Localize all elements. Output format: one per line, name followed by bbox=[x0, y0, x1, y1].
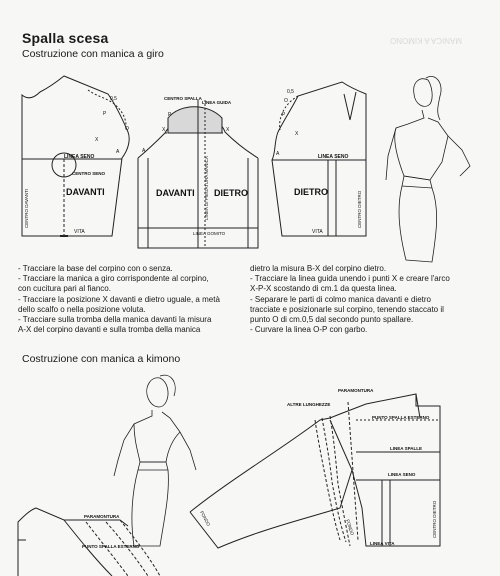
fig1-label-centro-davanti: CENTRO DAVANTI bbox=[24, 188, 29, 228]
instruction-line: dietro la misura B-X del corpino dietro. bbox=[250, 264, 387, 273]
fig5-label-paramontura: PARAMONTURA bbox=[84, 514, 120, 519]
fig1-label-linea-seno: LINEA SENO bbox=[64, 154, 95, 160]
instruction-line: - Tracciare la linea guida unendo i punti X e creare l'arco bbox=[250, 274, 450, 284]
section-subtitle-giro: Costruzione con manica a giro bbox=[22, 48, 164, 60]
instruction-line: - Separare le parti di colmo manica davanti e dietro bbox=[250, 294, 431, 304]
fig3-label-dietro: DIETRO bbox=[294, 187, 329, 197]
fig2-label-dietro: DIETRO bbox=[214, 188, 249, 198]
fig1-label-p: P bbox=[103, 111, 107, 117]
fig2-label-a: A bbox=[142, 148, 146, 154]
instruction-line: tracciate e posizionarle sul corpino, tenendo staccato il bbox=[250, 304, 444, 314]
instruction-line: - Tracciare la base del corpino con o senza. bbox=[18, 264, 173, 273]
fig4-label-fondo-left: FONDO bbox=[199, 510, 212, 527]
bleed-through-text: MANICA A KIMONO bbox=[389, 36, 462, 45]
instruction-line: - Tracciare la posizione X davanti e dietro uguale, a metà bbox=[18, 294, 220, 304]
fig3-label-o: O bbox=[284, 98, 288, 104]
figure-manica bbox=[138, 96, 258, 248]
fig3-label-a: A bbox=[276, 151, 280, 157]
fig2-label-centro-spalla: CENTRO SPALLA bbox=[164, 96, 202, 101]
page-title: Spalla scesa bbox=[22, 30, 109, 46]
fig2-label-x-right: X bbox=[226, 127, 230, 133]
fig2-label-p: P bbox=[168, 112, 172, 118]
fig4-label-fondo-right: FONDO bbox=[345, 518, 355, 536]
fig4-label-linea-seno: LINEA SENO bbox=[388, 472, 416, 477]
fig3-label-ls: 0,5 bbox=[287, 89, 294, 95]
fig1-label-vita: VITA bbox=[74, 229, 85, 235]
fig1-label-ls: 0,5 bbox=[110, 96, 117, 102]
fig1-label-a: A bbox=[116, 149, 120, 155]
fig4-label-punto-spalla-esterno: PUNTO SPALLA ESTERNO bbox=[372, 415, 430, 420]
section-subtitle-kimono: Costruzione con manica a kimono bbox=[22, 353, 181, 365]
instruction-line: punto O di cm.0,5 dal secondo punto spallare. bbox=[250, 315, 414, 325]
fig1-label-centro-seno: CENTRO SENO bbox=[72, 171, 106, 176]
fig3-label-centro-dietro: CENTRO DIETRO bbox=[357, 190, 362, 228]
fig4-label-linea-spalle: LINEA SPALLE bbox=[390, 446, 423, 451]
instructions-left bbox=[18, 264, 230, 335]
instruction-line: con cucitura pari al fianco. bbox=[18, 284, 111, 294]
instructions-right bbox=[250, 264, 480, 335]
fig2-label-linea-piegatura: LINEA DI PIEGATURA MANICA bbox=[204, 156, 209, 220]
fig1-label-x: X bbox=[95, 137, 99, 143]
fig4-label-altre-lunghezze: ALTRE LUNGHEZZE bbox=[287, 402, 331, 407]
fig4-label-linea-vita: LINEA VITA bbox=[370, 541, 395, 546]
fig4-label-centro-dietro: CENTRO DIETRO bbox=[432, 500, 437, 538]
fashion-illustration-bottom bbox=[114, 375, 196, 546]
instruction-line: - Curvare la linea O-P con garbo. bbox=[250, 325, 368, 335]
instruction-line: dello scalfo o nella posizione voluta. bbox=[18, 304, 146, 314]
fig1-label-davanti: DAVANTI bbox=[66, 187, 105, 197]
fig5-label-punto-spalla-esterno: PUNTO SPALLA ESTERNO bbox=[82, 544, 140, 549]
fig3-label-p: P bbox=[282, 112, 286, 118]
fig3-label-vita: VITA bbox=[312, 229, 323, 235]
fig2-label-x-left: X bbox=[162, 127, 166, 133]
fig2-label-linea-gomito: LINEA GOMITO bbox=[193, 231, 226, 236]
fig3-label-x: X bbox=[295, 131, 299, 137]
instruction-line: - Tracciare la manica a giro corrispondente al corpino, bbox=[18, 274, 209, 284]
figure-kimono-back bbox=[190, 388, 440, 548]
instruction-line: A-X del corpino davanti e sulla tromba della manica bbox=[18, 325, 201, 335]
fig2-label-linea-guida: LINEA GUIDA bbox=[202, 100, 232, 105]
fig1-label-o: O bbox=[125, 126, 129, 132]
figure-davanti-bodice bbox=[22, 76, 129, 236]
fig4-label-paramontura: PARAMONTURA bbox=[338, 388, 374, 393]
fashion-illustration-top bbox=[386, 76, 470, 262]
figure-dietro-bodice bbox=[272, 82, 366, 236]
fig3-label-linea-seno: LINEA SENO bbox=[318, 154, 349, 160]
fig2-label-davanti: DAVANTI bbox=[156, 188, 195, 198]
instruction-line: - Tracciare sulla tromba della manica davanti la misura bbox=[18, 315, 212, 325]
instruction-line: X-P-X scostando di cm.1 da questa linea. bbox=[250, 284, 397, 294]
figure-kimono-front bbox=[18, 508, 160, 576]
